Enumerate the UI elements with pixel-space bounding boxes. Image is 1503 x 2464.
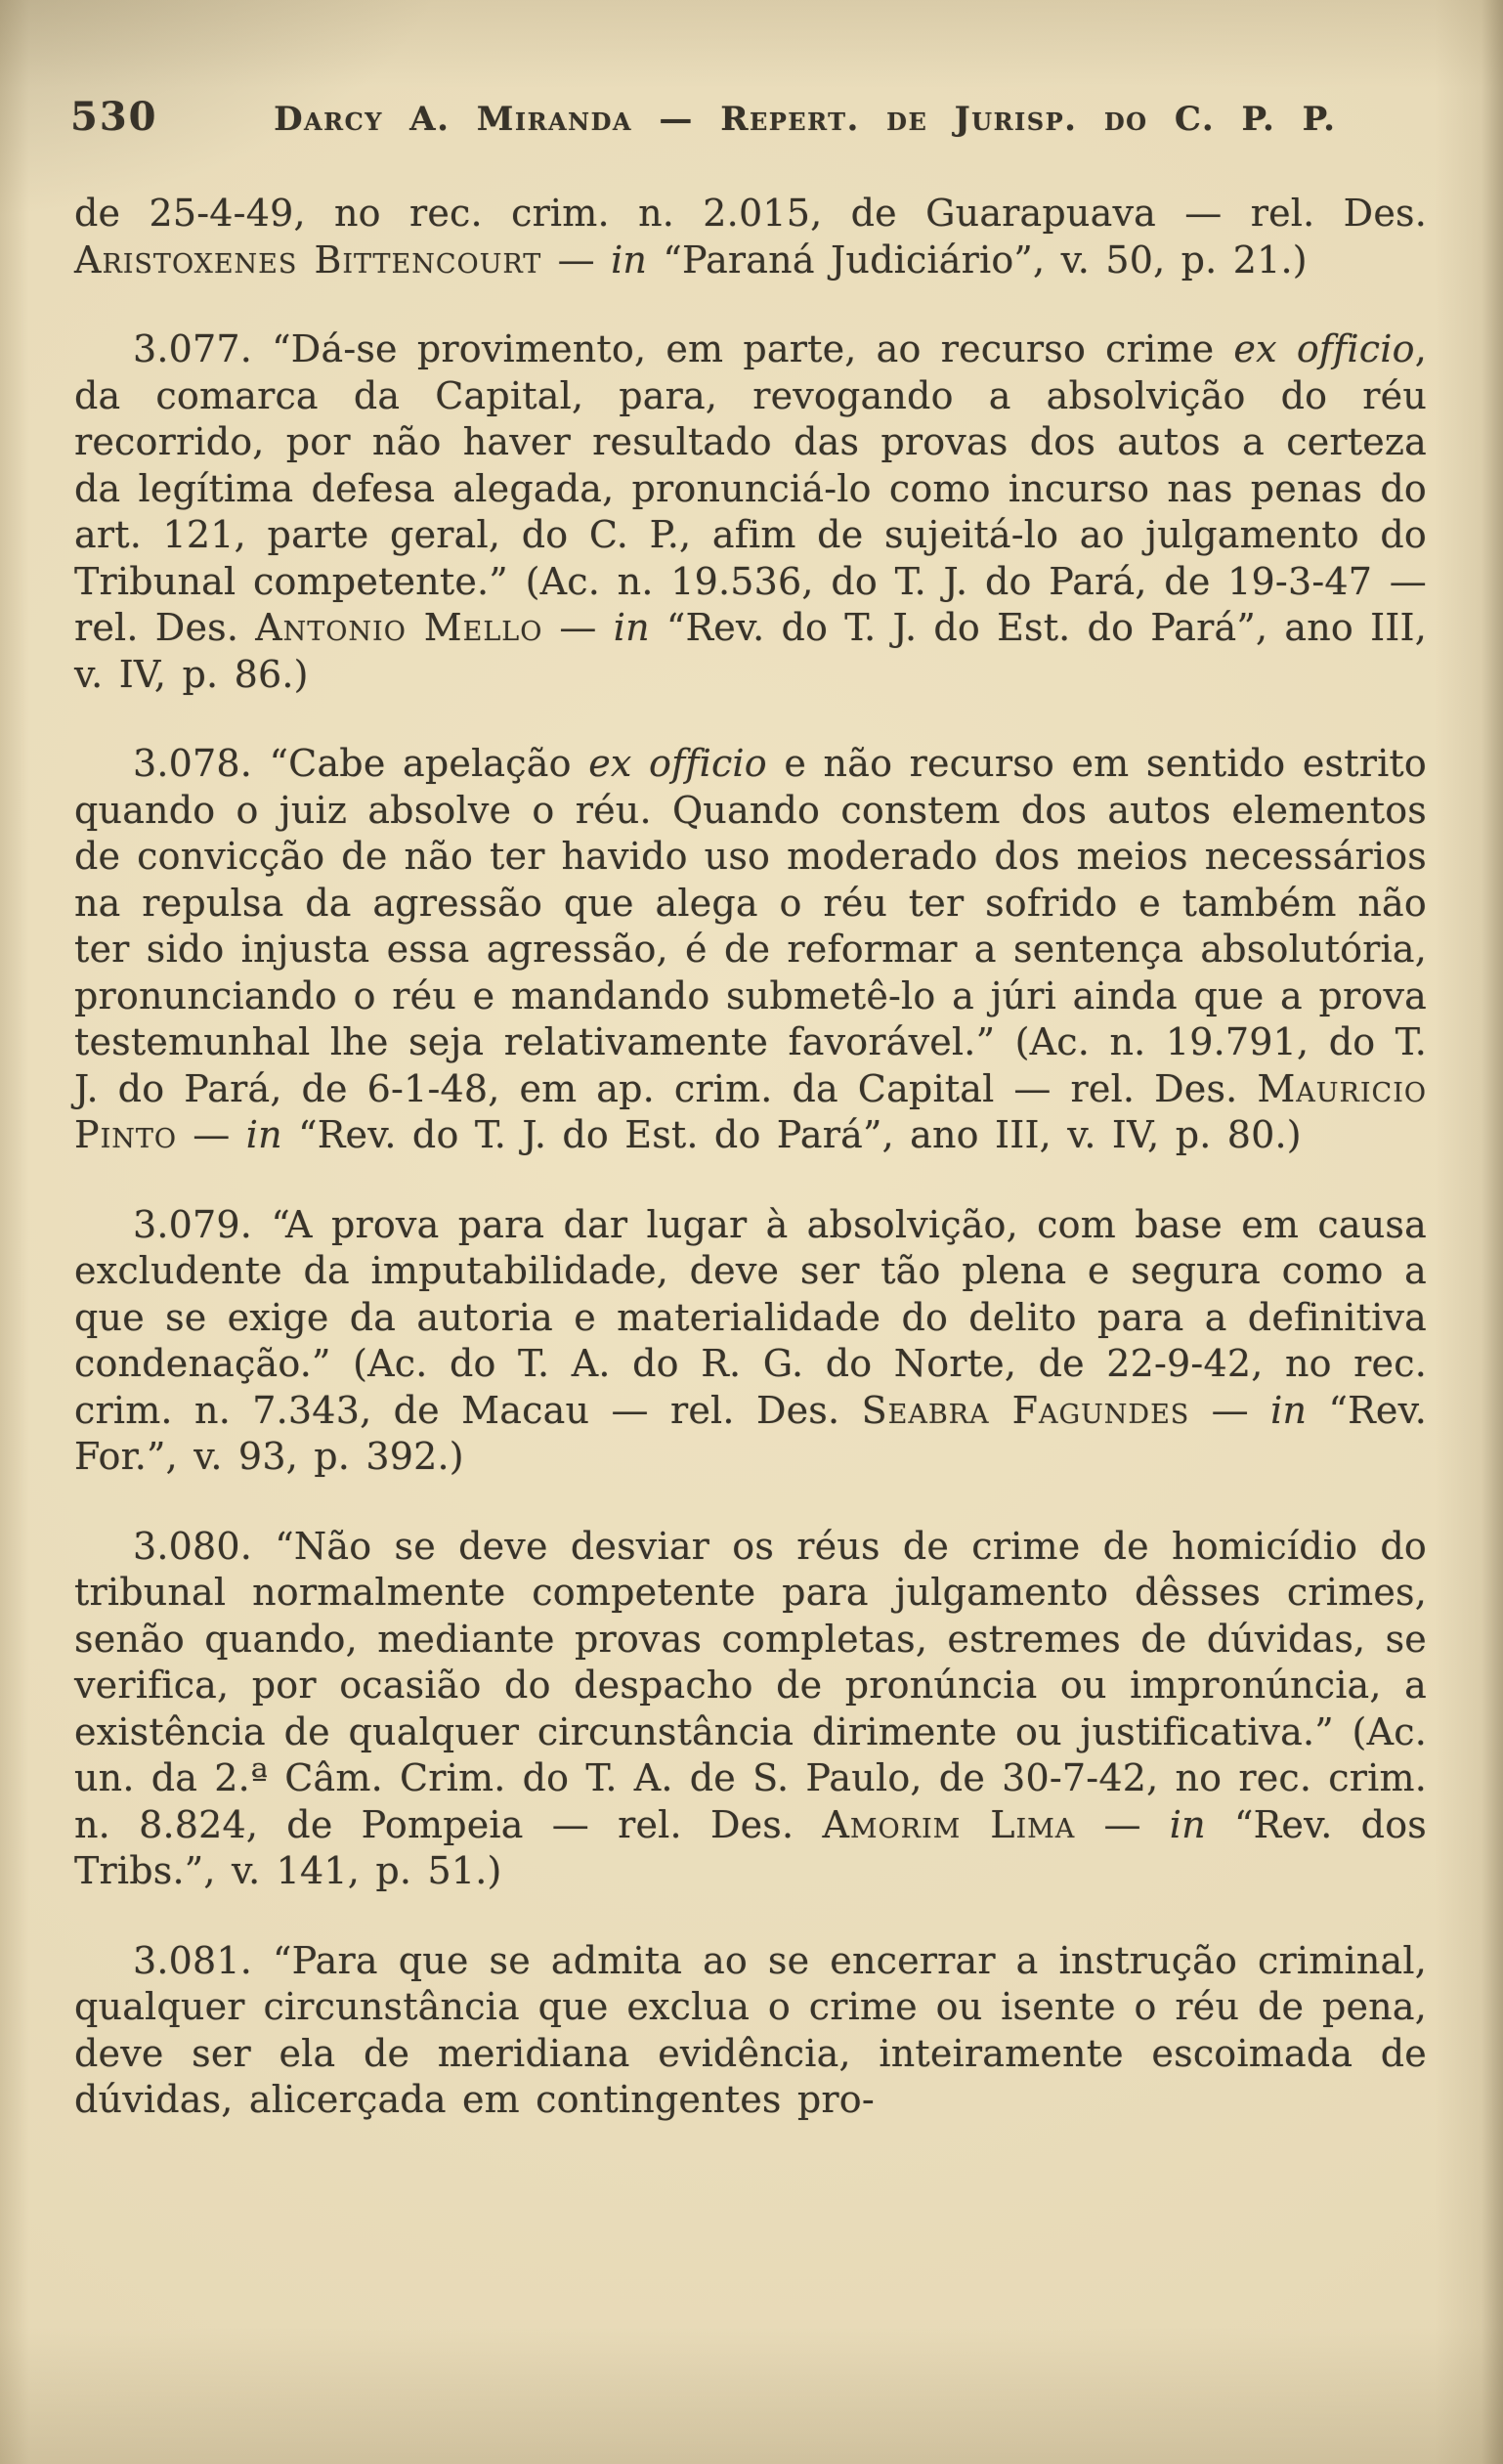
text-run: — <box>541 238 612 281</box>
text-run: ex officio <box>588 742 767 785</box>
page-number: 530 <box>70 94 158 140</box>
paragraph-3077 <box>74 326 1427 698</box>
text-run: “Rev. For.”, v. 93, p. 392.) <box>74 1388 1428 1478</box>
text-run: 3.079. “A prova para dar lugar à absolvição, com base em causa excludente da imputabilidade, deve ser tão plena e segura como a que se exige da autoria e materialidade do delito para a definitiva condenação.” (Ac. do T. A. do R. G. do Norte, de 22-9-42, no rec. crim. n. 7.343, de Macau — rel. Des. <box>74 1202 1427 1432</box>
text-run: e não recurso em sentido estrito quando o juiz absolve o réu. Quando constem dos autos elementos de convicção de não ter havido uso moderado dos meios necessários na repulsa da agressão que alega o réu ter sofrido e também não ter sido injusta essa agressão, é de reformar a sentença absolutória, pronunciando o réu e mandando submetê-lo a júri ainda que a prova testemunhal lhe seja relativamente favorável.” (Ac. n. 19.791, do T. J. do Pará, de 6-1-48, em ap. crim. da Capital — rel. Des. <box>74 742 1427 1110</box>
text-run: “Rev. dos Tribs.”, v. 141, p. 51.) <box>74 1802 1427 1892</box>
paragraph-3078 <box>74 741 1427 1159</box>
text-run: — <box>542 606 614 649</box>
text-run: in <box>613 606 650 649</box>
judge-name: Antonio Mello <box>255 606 543 649</box>
text-run: — <box>1075 1802 1170 1846</box>
text-run: ex officio <box>1233 327 1415 370</box>
page-header <box>0 0 1503 140</box>
text-run: de 25-4-49, no rec. crim. n. 2.015, de Guarapuava — rel. Des. <box>74 192 1427 235</box>
text-run: , da comarca da Capital, para, revogando a absolvição do réu recorrido, por não haver resultado das provas dos autos a certeza da legítima defesa alegada, pronunciá-lo como incurso nas penas do art. 121, parte geral, do C. P., afim de sujeitá-lo ao julgamento do Tribunal competente.” (Ac. n. 19.536, do T. J. do Pará, de 19-3-47 — rel. Des. <box>74 327 1427 649</box>
text-run: “Rev. do T. J. do Est. do Pará”, ano III, v. IV, p. 86.) <box>74 606 1427 696</box>
text-run: in <box>1169 1802 1206 1846</box>
text-run: “Rev. do T. J. do Est. do Pará”, ano III, v. IV, p. 80.) <box>281 1113 1302 1156</box>
text-run: 3.077. “Dá-se provimento, em parte, ao recurso crime <box>133 327 1234 370</box>
paragraph-3079 <box>74 1202 1427 1481</box>
judge-name: Amorim Lima <box>822 1802 1076 1846</box>
judge-name: Seabra Fagundes <box>861 1388 1190 1432</box>
text-run: 3.078. “Cabe apelação <box>133 742 589 785</box>
judge-name: Aristoxenes Bittencourt <box>74 238 542 281</box>
text-run: in <box>245 1113 282 1156</box>
text-body <box>74 191 1427 2124</box>
paragraph-3081 <box>74 1938 1427 2124</box>
text-run: 3.080. “Não se deve desviar os réus de crime de homicídio do tribunal normalmente competente para julgamento dêsses crimes, senão quando, mediante provas completas, estremes de dúvidas, se verifica, por ocasião do despacho de pronúncia ou impronúncia, a existência de qualquer circunstância dirimente ou justificativa.” (Ac. un. da 2.ª Câm. Crim. do T. A. de S. Paulo, de 30-7-42, no rec. crim. n. 8.824, de Pompeia — rel. Des. <box>74 1524 1427 1846</box>
judge-name: Mauricio Pinto <box>74 1066 1427 1156</box>
text-run: “Paraná Judiciário”, v. 50, p. 21.) <box>647 238 1308 281</box>
text-run: — <box>1189 1388 1271 1432</box>
running-title: Darcy A. Miranda — Repert. de Jurisp. do C. P. P. <box>274 100 1337 139</box>
paragraph-3080 <box>74 1524 1427 1895</box>
text-run: 3.081. “Para que se admita ao se encerrar a instrução criminal, qualquer circunstância que exclua o crime ou isente o réu de pena, deve ser ela de meridiana evidência, inteiramente escoimada de dúvidas, alicerçada em contingentes pro- <box>74 1938 1427 2121</box>
text-run: in <box>1270 1388 1308 1432</box>
paragraph-continuation <box>74 191 1427 283</box>
text-run: — <box>177 1113 246 1156</box>
text-run: in <box>611 238 648 281</box>
